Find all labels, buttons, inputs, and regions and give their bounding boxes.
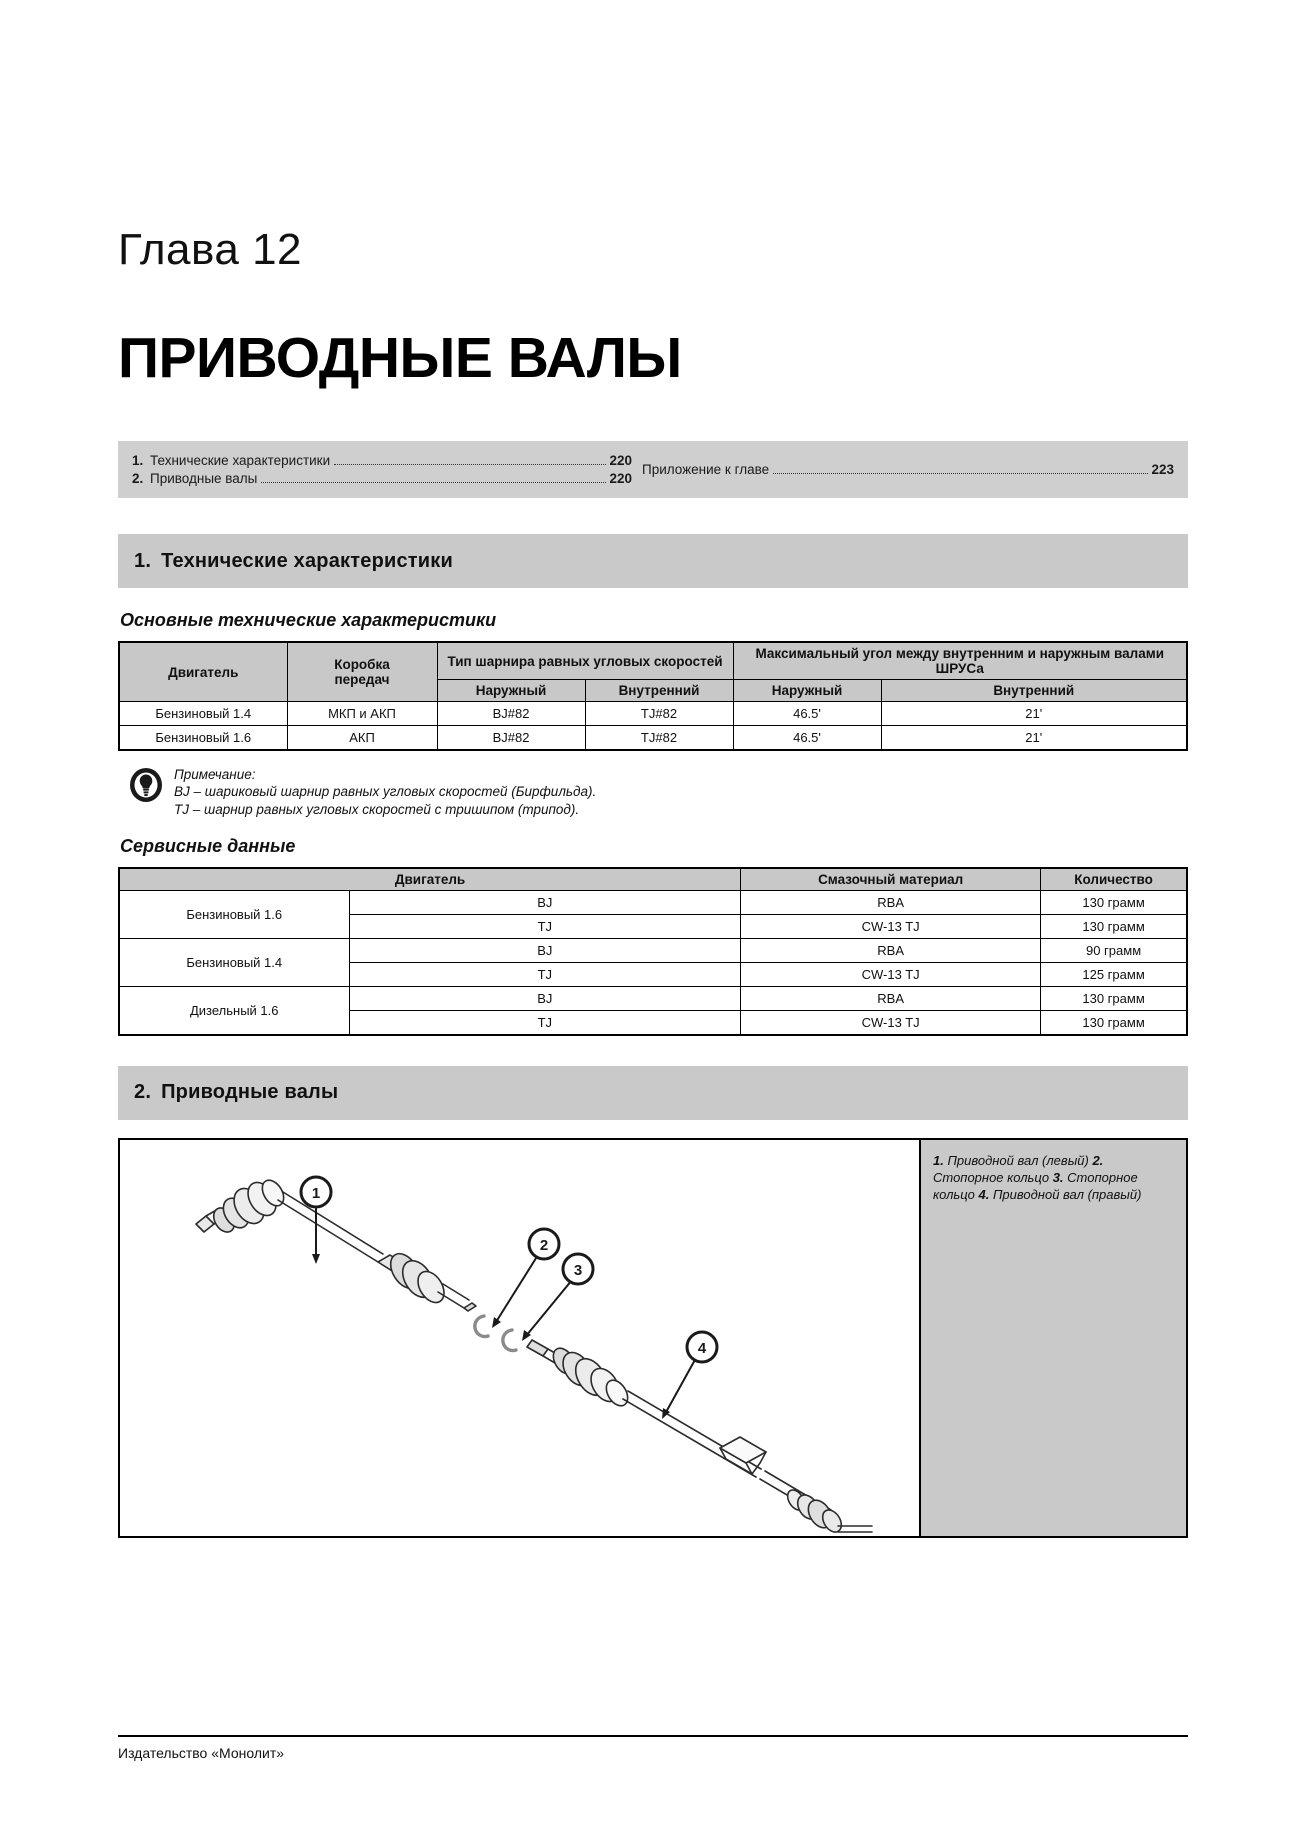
svg-text:1: 1 bbox=[311, 1184, 321, 1202]
cell-lubricant: RBA bbox=[741, 891, 1041, 915]
cell-joint: TJ bbox=[349, 963, 741, 987]
toc-entry[interactable] bbox=[132, 452, 632, 470]
footer-divider bbox=[118, 1735, 1188, 1737]
svg-text:3: 3 bbox=[573, 1261, 583, 1279]
cell-engine-group: Дизельный 1.6 bbox=[119, 987, 349, 1035]
callout-1 bbox=[301, 1177, 331, 1264]
toc-page-number: 220 bbox=[609, 452, 632, 468]
footer-publisher: Издательство «Монолит» bbox=[118, 1745, 285, 1761]
figure-drive-shaft-assembly bbox=[118, 1138, 1188, 1538]
caption-num-1: 1. bbox=[933, 1152, 944, 1168]
cell-lubricant: CW-13 TJ bbox=[741, 1011, 1041, 1035]
cell-gearbox: АКП bbox=[287, 726, 437, 750]
th-angle-inner: Внутренний bbox=[881, 680, 1187, 702]
cell-angle-inner: 21' bbox=[881, 726, 1187, 750]
th-gearbox-l2: передач bbox=[334, 672, 390, 687]
toc-leader-dots bbox=[334, 464, 606, 465]
section-number: 1. bbox=[134, 549, 152, 572]
figure-caption bbox=[921, 1140, 1186, 1536]
th-max-angle-group: Максимальный угол между внутренним и наружным валами ШРУСа bbox=[733, 642, 1187, 680]
caption-num-3: 3. bbox=[1052, 1169, 1064, 1185]
note-line-bj: BJ – шариковый шарнир равных угловых скоростей (Бирфильда). bbox=[174, 784, 597, 799]
note-line-tj: TJ – шарнир равных угловых скоростей с тришипом (трипод). bbox=[174, 801, 580, 817]
caption-num-4: 4. bbox=[978, 1186, 990, 1202]
table-header-row bbox=[119, 642, 1187, 680]
cell-quantity: 130 грамм bbox=[1041, 987, 1187, 1011]
section-header-drive-shafts bbox=[118, 1066, 1188, 1120]
cell-angle-outer: 46.5' bbox=[733, 726, 881, 750]
toc-page-number: 223 bbox=[1151, 461, 1174, 477]
callout-4 bbox=[662, 1332, 717, 1419]
cell-engine: Бензиновый 1.4 bbox=[119, 702, 287, 726]
cell-lubricant: RBA bbox=[741, 939, 1041, 963]
caption-text-3: Стопорное кольцо bbox=[933, 1169, 1138, 1202]
th-gearbox bbox=[287, 642, 437, 702]
cell-quantity: 90 грамм bbox=[1041, 939, 1187, 963]
caption-text-1: Приводной вал (левый) bbox=[947, 1152, 1089, 1168]
cell-quantity: 130 грамм bbox=[1041, 1011, 1187, 1035]
th-service-lubricant: Смазочный материал bbox=[741, 868, 1041, 891]
note-title: Примечание: bbox=[174, 766, 256, 782]
section-number: 2. bbox=[134, 1081, 152, 1103]
caption-num-2: 2. bbox=[1092, 1152, 1104, 1168]
cell-engine: Бензиновый 1.6 bbox=[119, 726, 287, 750]
cell-quantity: 125 грамм bbox=[1041, 963, 1187, 987]
callout-3 bbox=[522, 1254, 593, 1341]
cell-joint-inner: TJ#82 bbox=[585, 726, 733, 750]
cell-engine-group: Бензиновый 1.6 bbox=[119, 891, 349, 939]
th-joint-inner: Внутренний bbox=[585, 680, 733, 702]
section-title: Технические характеристики bbox=[161, 549, 453, 572]
toc-entry[interactable] bbox=[642, 461, 1174, 479]
toc-leader-dots bbox=[261, 482, 606, 483]
cell-angle-inner: 21' bbox=[881, 702, 1187, 726]
page-title: ПРИВОДНЫЕ ВАЛЫ bbox=[118, 326, 682, 390]
section-header-technical-specs bbox=[118, 534, 1188, 588]
section-title: Приводные валы bbox=[161, 1081, 339, 1103]
toc-entry[interactable] bbox=[132, 470, 632, 488]
th-service-engine: Двигатель bbox=[119, 868, 741, 891]
cell-lubricant: RBA bbox=[741, 987, 1041, 1011]
cell-joint-inner: TJ#82 bbox=[585, 702, 733, 726]
toc-column-left bbox=[132, 452, 632, 488]
table-row bbox=[119, 987, 1187, 1011]
table-header-row bbox=[119, 868, 1187, 891]
th-gearbox-l1: Коробка bbox=[334, 657, 390, 672]
cell-lubricant: CW-13 TJ bbox=[741, 963, 1041, 987]
note-block bbox=[128, 765, 1188, 819]
th-engine: Двигатель bbox=[119, 642, 287, 702]
svg-text:4: 4 bbox=[697, 1339, 707, 1357]
drive-shaft-diagram bbox=[120, 1140, 921, 1536]
caption-text-4: Приводной вал (правый) bbox=[993, 1186, 1142, 1202]
chapter-label: Глава 12 bbox=[118, 225, 303, 274]
technical-spec-table bbox=[118, 641, 1188, 751]
cell-joint-outer: BJ#82 bbox=[437, 702, 585, 726]
cell-quantity: 130 грамм bbox=[1041, 891, 1187, 915]
note-text bbox=[174, 765, 596, 819]
info-bulb-icon bbox=[128, 767, 164, 803]
spec-table-heading: Основные технические характеристики bbox=[120, 610, 497, 630]
cell-lubricant: CW-13 TJ bbox=[741, 915, 1041, 939]
table-row bbox=[119, 891, 1187, 915]
table-of-contents bbox=[118, 441, 1188, 498]
cell-joint: TJ bbox=[349, 915, 741, 939]
callout-2 bbox=[492, 1229, 559, 1328]
service-table-heading: Сервисные данные bbox=[120, 836, 296, 856]
cell-joint: BJ bbox=[349, 939, 741, 963]
cell-quantity: 130 грамм bbox=[1041, 915, 1187, 939]
table-row bbox=[119, 702, 1187, 726]
caption-text-2: Стопорное кольцо bbox=[933, 1169, 1050, 1185]
toc-page-number: 220 bbox=[609, 470, 632, 486]
toc-number: 1. bbox=[132, 452, 144, 468]
toc-label: Технические характеристики bbox=[150, 452, 331, 468]
cell-angle-outer: 46.5' bbox=[733, 702, 881, 726]
cell-gearbox: МКП и АКП bbox=[287, 702, 437, 726]
cell-joint: BJ bbox=[349, 987, 741, 1011]
cell-joint-outer: BJ#82 bbox=[437, 726, 585, 750]
service-data-table bbox=[118, 867, 1188, 1036]
svg-text:2: 2 bbox=[539, 1236, 549, 1254]
toc-leader-dots bbox=[773, 473, 1148, 474]
toc-column-right bbox=[632, 461, 1174, 479]
cell-joint: TJ bbox=[349, 1011, 741, 1035]
page-content bbox=[118, 0, 1188, 1538]
toc-number: 2. bbox=[132, 470, 144, 486]
toc-label: Приложение к главе bbox=[642, 461, 770, 477]
table-row bbox=[119, 726, 1187, 750]
th-joint-type-group: Тип шарнира равных угловых скоростей bbox=[437, 642, 733, 680]
table-row bbox=[119, 939, 1187, 963]
th-service-quantity: Количество bbox=[1041, 868, 1187, 891]
cell-joint: BJ bbox=[349, 891, 741, 915]
th-joint-outer: Наружный bbox=[437, 680, 585, 702]
toc-label: Приводные валы bbox=[150, 470, 258, 486]
th-angle-outer: Наружный bbox=[733, 680, 881, 702]
cell-engine-group: Бензиновый 1.4 bbox=[119, 939, 349, 987]
